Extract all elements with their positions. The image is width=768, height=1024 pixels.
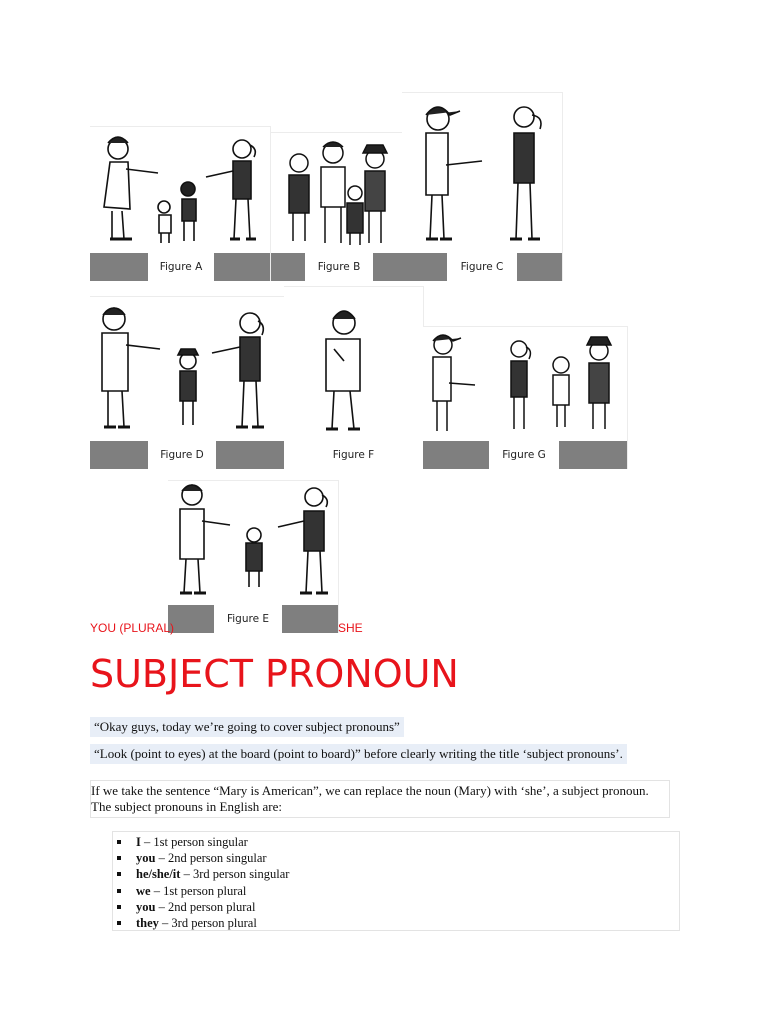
figure-c-illustration bbox=[402, 93, 562, 253]
pronoun-term: you bbox=[136, 851, 156, 866]
figure-d bbox=[90, 296, 285, 469]
list-item: you – 2nd person singular bbox=[113, 850, 679, 866]
figure-a bbox=[90, 126, 271, 281]
list-item: they – 3rd person plural bbox=[113, 915, 679, 931]
figure-f bbox=[284, 286, 424, 469]
figure-b-caption: Figure B bbox=[305, 253, 373, 281]
figure-a-illustration bbox=[90, 127, 270, 253]
figure-g bbox=[423, 326, 628, 469]
label-you-plural: YOU (PLURAL) bbox=[90, 621, 175, 635]
list-item: you – 2nd person plural bbox=[113, 899, 679, 915]
figure-a-caption: Figure A bbox=[148, 253, 214, 281]
figure-g-illustration bbox=[423, 327, 627, 441]
bullet-icon bbox=[117, 921, 121, 925]
figure-d-illustration bbox=[90, 297, 284, 441]
intro-paragraph: If we take the sentence “Mary is American”, we can replace the noun (Mary) with ‘she’, a subject pronoun. The subject pronouns in English are: bbox=[90, 780, 670, 818]
quote-2: “Look (point to eyes) at the board (point to board)” before clearly writing the title ‘subject pronouns’. bbox=[90, 744, 627, 764]
figure-g-caption: Figure G bbox=[489, 441, 559, 469]
figure-c bbox=[402, 92, 563, 281]
bullet-icon bbox=[117, 889, 121, 893]
pronoun-term: we bbox=[136, 883, 151, 898]
bullet-icon bbox=[117, 856, 121, 860]
figure-c-caption: Figure C bbox=[447, 253, 517, 281]
page-title: SUBJECT PRONOUN bbox=[90, 652, 459, 696]
pronoun-desc: 3rd person plural bbox=[171, 915, 257, 930]
pronoun-desc: 2nd person plural bbox=[167, 899, 256, 914]
figure-e-caption: Figure E bbox=[214, 605, 282, 633]
figure-f-illustration bbox=[284, 287, 423, 441]
figure-b-illustration bbox=[271, 133, 402, 253]
figure-b bbox=[271, 132, 403, 281]
figure-f-caption: Figure F bbox=[284, 441, 423, 469]
pronoun-term: they bbox=[136, 915, 159, 930]
pronoun-list bbox=[112, 831, 680, 931]
list-item: I – 1st person singular bbox=[113, 834, 679, 850]
pronoun-term: I bbox=[136, 835, 141, 849]
quote-1: “Okay guys, today we’re going to cover subject pronouns” bbox=[90, 717, 404, 737]
pronoun-term: you bbox=[136, 899, 156, 914]
list-item: he/she/it – 3rd person singular bbox=[113, 866, 679, 882]
pronoun-desc: 2nd person singular bbox=[167, 851, 267, 866]
figure-e-illustration bbox=[168, 481, 338, 605]
pronoun-desc: 3rd person singular bbox=[192, 867, 290, 882]
label-she: SHE bbox=[338, 621, 363, 635]
figure-d-caption: Figure D bbox=[148, 441, 216, 469]
bullet-icon bbox=[117, 872, 121, 876]
bullet-icon bbox=[117, 840, 121, 844]
list-item: we – 1st person plural bbox=[113, 883, 679, 899]
pronoun-desc: 1st person singular bbox=[153, 835, 248, 849]
pronoun-term: he/she/it bbox=[136, 867, 181, 882]
figure-e bbox=[168, 480, 339, 633]
pronoun-desc: 1st person plural bbox=[163, 883, 247, 898]
bullet-icon bbox=[117, 905, 121, 909]
